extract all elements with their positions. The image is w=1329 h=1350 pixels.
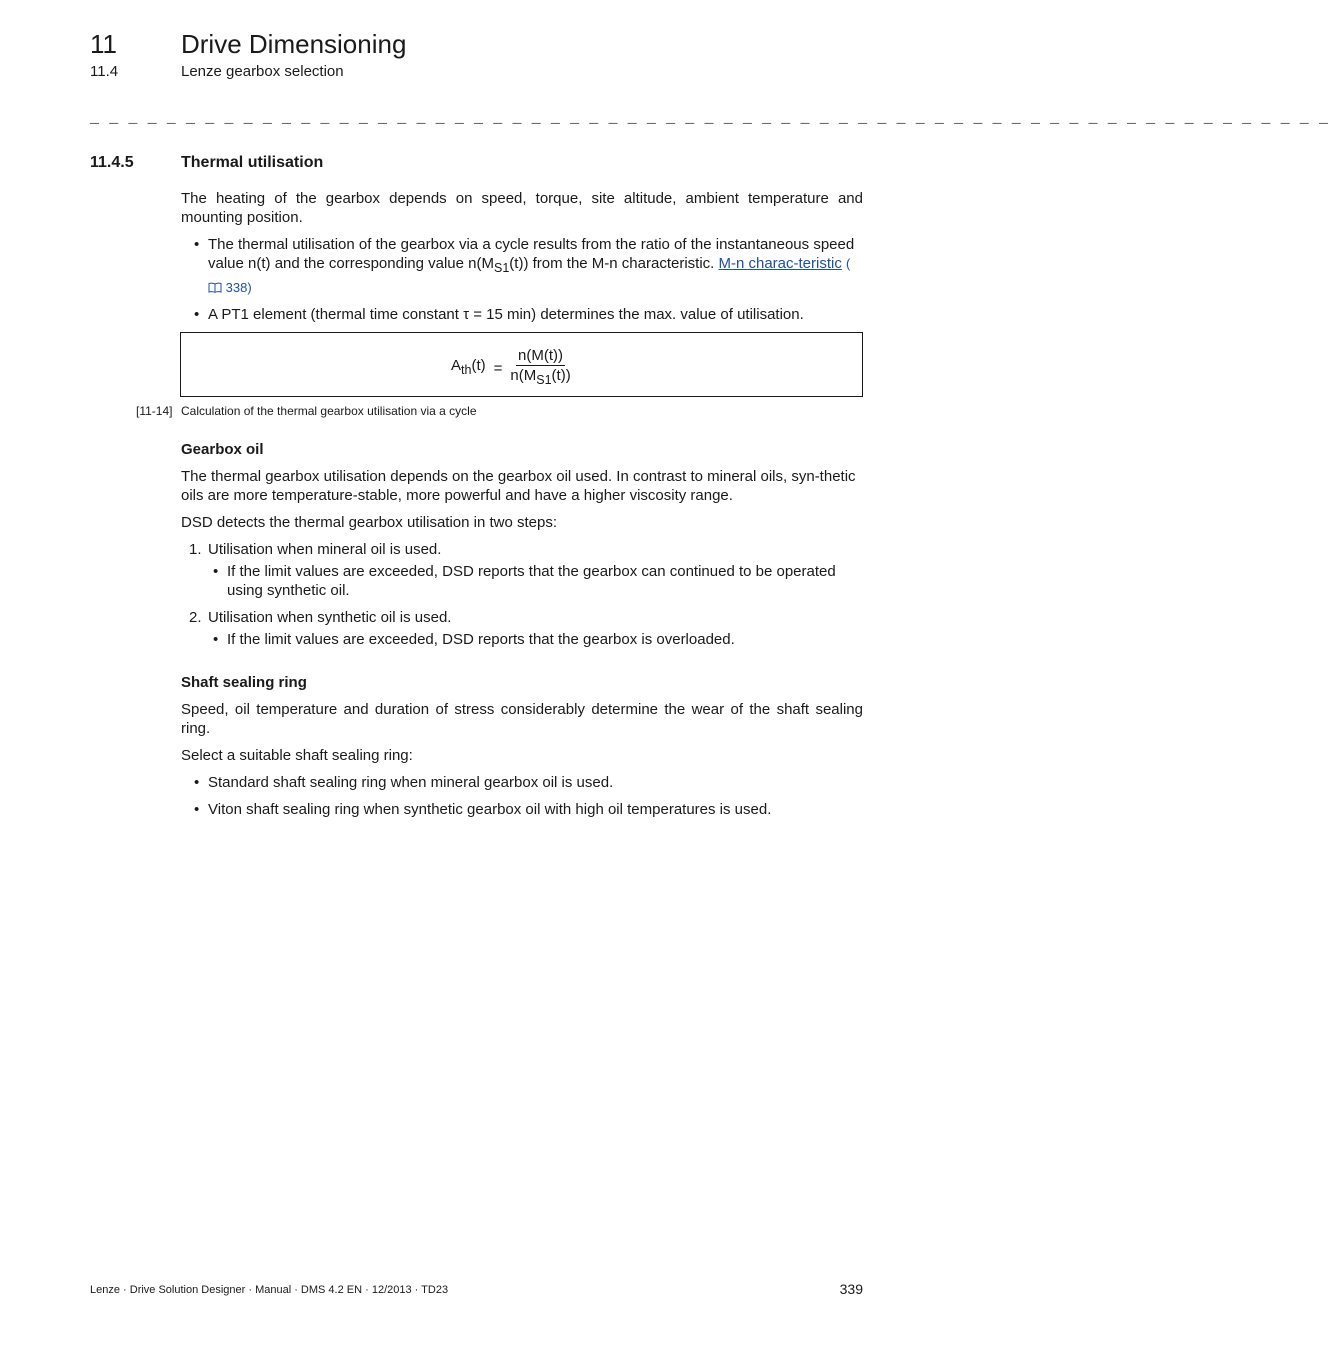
denominator-text: (t)) — [551, 367, 571, 384]
page-number: 339 — [839, 1281, 863, 1297]
gearbox-oil-steps-intro: DSD detects the thermal gearbox utilisation in two steps: — [181, 514, 558, 531]
thermal-bullets — [181, 235, 863, 324]
list-item — [181, 608, 863, 649]
footer-text: Lenze · Drive Solution Designer · Manual · DMS 4.2 EN · 12/2013 · TD23 — [90, 1284, 449, 1296]
shaft-sealing-paragraph: Speed, oil temperature and duration of stress considerably determine the wear of the shaft sealing ring. — [181, 701, 863, 737]
formula-subscript: th — [461, 363, 472, 377]
shaft-sealing-heading: Shaft sealing ring — [181, 674, 307, 691]
reference-page: 338 — [225, 280, 248, 295]
formula-box — [180, 332, 863, 397]
formula-numerator: n(M(t)) — [518, 347, 564, 364]
shaft-sealing-bullets — [181, 773, 863, 819]
formula-equals: = — [493, 359, 503, 377]
denominator-text: n(M — [510, 367, 537, 384]
bullet-text: The thermal utilisation of the gearbox via a cycle results from the ratio of the instantaneous speed value n(t) and the corresponding value n(M — [208, 236, 855, 272]
gearbox-oil-steps — [181, 540, 863, 649]
formula-symbol: A — [451, 357, 462, 374]
step-text: Utilisation when mineral oil is used. — [208, 541, 442, 558]
formula-lhs — [451, 356, 486, 380]
subsection-title: Thermal utilisation — [181, 154, 324, 171]
section-number: 11.4 — [90, 63, 119, 80]
intro-paragraph: The heating of the gearbox depends on speed, torque, site altitude, ambient temperature and mounting position. — [181, 190, 863, 226]
main-content — [181, 189, 863, 827]
subsection-number: 11.4.5 — [90, 154, 134, 171]
section-title: Lenze gearbox selection — [181, 63, 344, 80]
chapter-number: 11 — [90, 29, 117, 59]
caption-number: [11-14] — [136, 404, 173, 418]
step-text: Utilisation when synthetic oil is used. — [208, 609, 452, 626]
gearbox-oil-paragraph: The thermal gearbox utilisation depends on the gearbox oil used. In contrast to mineral oils, syn-thetic oils are more temperature-stable, more powerful and have a higher viscosity range. — [181, 468, 856, 504]
formula-fraction — [510, 347, 570, 389]
page-reference[interactable]: ( 338) — [208, 256, 850, 295]
gearbox-oil-heading: Gearbox oil — [181, 441, 264, 458]
list-item: • Viton shaft sealing ring when synthetic gearbox oil with high oil temperatures is used. — [181, 800, 863, 819]
list-item: • If the limit values are exceeded, DSD reports that the gearbox is overloaded. — [208, 630, 863, 649]
subscript: S1 — [494, 261, 510, 275]
step-number: 1. — [189, 541, 202, 558]
utilisation-formula — [451, 347, 571, 389]
formula-argument: (t) — [471, 357, 486, 374]
bullet-text: (t)) from the M-n characteristic. — [509, 255, 719, 272]
list-item: • If the limit values are exceeded, DSD reports that the gearbox can continued to be operated using synthetic oil. — [208, 562, 863, 600]
list-item — [181, 305, 863, 324]
chapter-title: Drive Dimensioning — [181, 29, 407, 59]
step-sublist — [208, 562, 863, 600]
list-item: • Standard shaft sealing ring when mineral gearbox oil is used. — [181, 773, 863, 792]
denominator-subscript: S1 — [536, 373, 552, 387]
bullet-text: A PT1 element (thermal time constant τ = 15 min) determines the max. value of utilisation. — [208, 306, 804, 323]
step-number: 2. — [189, 609, 202, 626]
book-icon — [208, 282, 222, 293]
shaft-sealing-select: Select a suitable shaft sealing ring: — [181, 747, 413, 764]
step-sublist — [208, 630, 863, 649]
mn-characteristic-link[interactable]: M-n charac-teristic — [718, 255, 842, 272]
figure-caption — [136, 404, 477, 419]
list-item — [181, 540, 863, 600]
formula-denominator — [510, 366, 570, 389]
list-item — [181, 235, 863, 297]
header-separator: _ _ _ _ _ _ _ _ _ _ _ _ _ _ _ _ _ _ _ _ _ _ _ _ _ _ _ _ _ _ _ _ _ _ _ _ _ _ _ _ _ _ _ _ _ _ _ _ _ _ _ _ _ _ _ _ _ _ _ _ _ _ _ _ _ — [90, 110, 1329, 127]
caption-text: Calculation of the thermal gearbox utilisation via a cycle — [181, 404, 477, 418]
